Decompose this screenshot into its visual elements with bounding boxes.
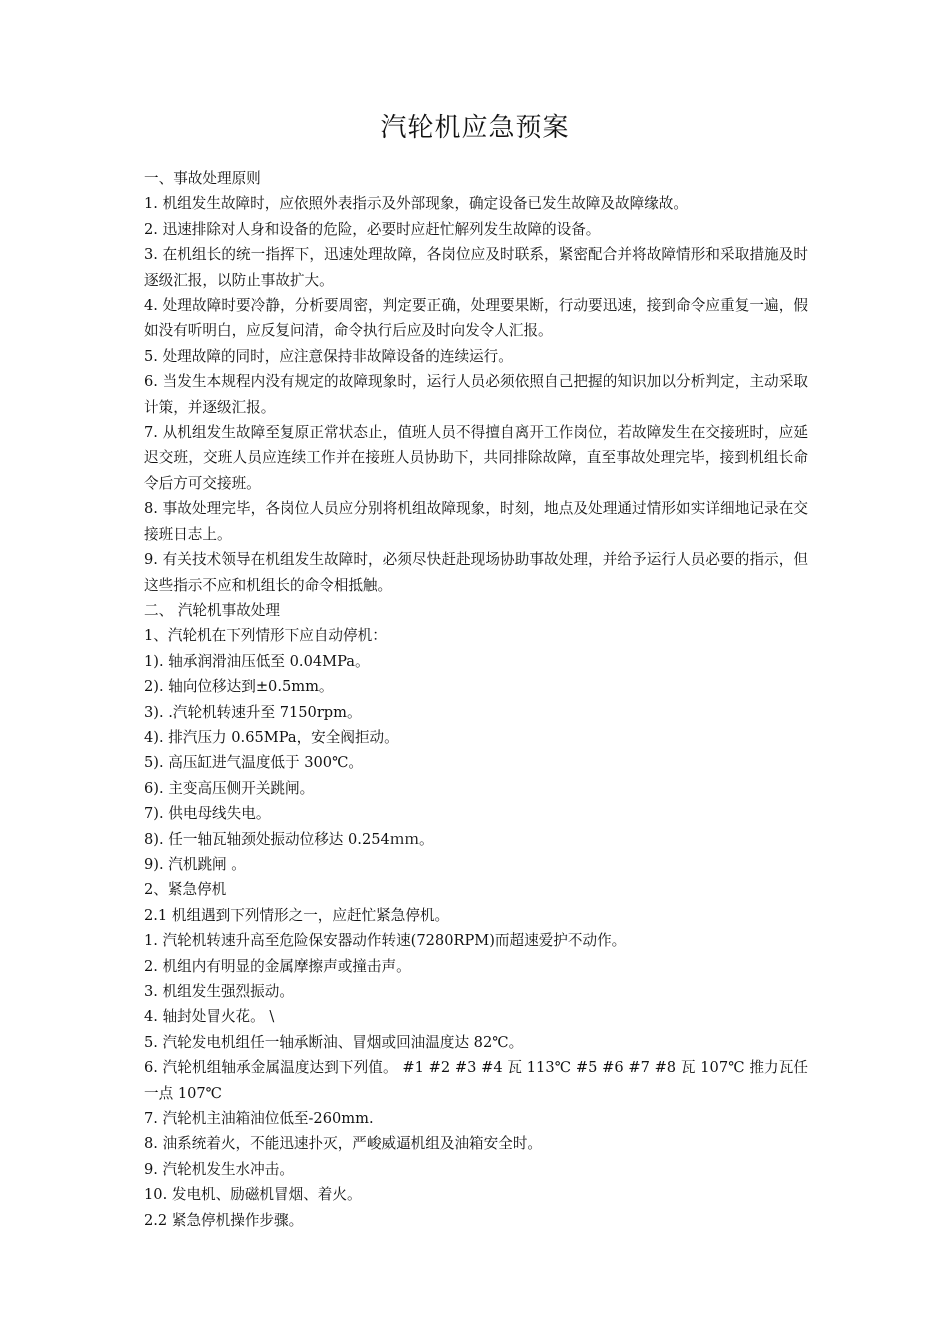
document-line: 4. 轴封处冒火花。 \: [144, 1008, 275, 1026]
document-line: 8. 油系统着火，不能迅速扑灭，严峻威逼机组及油箱安全时。: [144, 1135, 543, 1153]
document-line: 2. 迅速排除对人身和设备的危险，必要时应赶忙解列发生故障的设备。: [144, 220, 601, 238]
document-line: 2.2 紧急停机操作步骤。: [144, 1211, 304, 1229]
document-line: 1、汽轮机在下列情形下应自动停机：: [144, 627, 387, 645]
document-line: 3). .汽轮机转速升至 7150rpm。: [144, 703, 362, 721]
document-line: 二、 汽轮机事故处理: [144, 601, 280, 619]
document-line: 1. 汽轮机转速升高至危险保安器动作转速(7280RPM)而超速爱护不动作。: [144, 932, 627, 950]
document-line: 9). 汽机跳闸 。: [144, 855, 246, 873]
document-line: 6). 主变高压侧开关跳闸。: [144, 779, 315, 797]
document-line: 10. 发电机、励磁机冒烟、着火。: [144, 1186, 362, 1204]
document-line: 1). 轴承润滑油压低至 0.04MPa。: [144, 652, 370, 670]
document-line: 1. 机组发生故障时，应依照外表指示及外部现象，确定设备已发生故障及故障缘故。: [144, 195, 688, 213]
document-line: 5. 处理故障的同时，应注意保持非故障设备的连续运行。: [144, 347, 513, 365]
document-line: 8. 事故处理完毕，各岗位人员应分别将机组故障现象，时刻，地点及处理通过情形如实详细地记录在交接班日志上。: [144, 500, 808, 543]
document-line: 3. 在机组长的统一指挥下，迅速处理故障，各岗位应及时联系，紧密配合并将故障情形和采取措施及时逐级汇报，以防止事故扩大。: [144, 246, 808, 289]
document-line: 一、事故处理原则: [144, 170, 261, 187]
document-line: 9. 汽轮机发生水冲击。: [144, 1160, 294, 1178]
document-line: 2.1 机组遇到下列情形之一，应赶忙紧急停机。: [144, 906, 450, 924]
document-line: 6. 汽轮机组轴承金属温度达到下列值。 #1 #2 #3 #4 瓦 113℃ #5 #6 #7 #8 瓦 107℃ 推力瓦任一点 107℃: [144, 1059, 808, 1102]
document-line: 4. 处理故障时要冷静，分析要周密，判定要正确，处理要果断，行动要迅速，接到命令应重复一遍，假如没有听明白，应反复问清，命令执行后应及时向发令人汇报。: [144, 297, 808, 340]
document-line: 8). 任一轴瓦轴颈处振动位移达 0.254ｍｍ。: [144, 830, 434, 848]
document-line: 4). 排汽压力 0.65MPa，安全阀拒动。: [144, 728, 399, 746]
document-line: 6. 当发生本规程内没有规定的故障现象时，运行人员必须依照自己把握的知识加以分析判定，主动采取计策，并逐级汇报。: [144, 373, 808, 416]
document-line: 2). 轴向位移达到±0.5mm。: [144, 678, 334, 696]
document-line: 5. 汽轮发电机组任一轴承断油、冒烟或回油温度达 82℃。: [144, 1033, 524, 1051]
document-line: 9. 有关技术领导在机组发生故障时，必须尽快赶赴现场协助事故处理，并给予运行人员必要的指示，但这些指示不应和机组长的命令相抵触。: [144, 551, 808, 594]
document-line: 5). 高压缸进气温度低于 300℃。: [144, 754, 364, 772]
document-title: 汽轮机应急预案: [380, 113, 570, 143]
document-line: 7. 汽轮机主油箱油位低至-260mm.: [144, 1110, 374, 1128]
document-body: [144, 166, 808, 1233]
document-line: 2、紧急停机: [144, 881, 227, 899]
document-line: 7. 从机组发生故障至复原正常状态止，值班人员不得擅自离开工作岗位，若故障发生在交接班时，应延迟交班，交班人员应连续工作并在接班人员协助下，共同排除故障，直至事故处理完毕，接到机组长命令后方可交接班。: [144, 424, 808, 492]
document-line: 3. 机组发生强烈振动。: [144, 983, 294, 1000]
document-line: 2. 机组内有明显的金属摩擦声或撞击声。: [144, 957, 411, 975]
document-line: 7). 供电母线失电。: [144, 805, 271, 823]
